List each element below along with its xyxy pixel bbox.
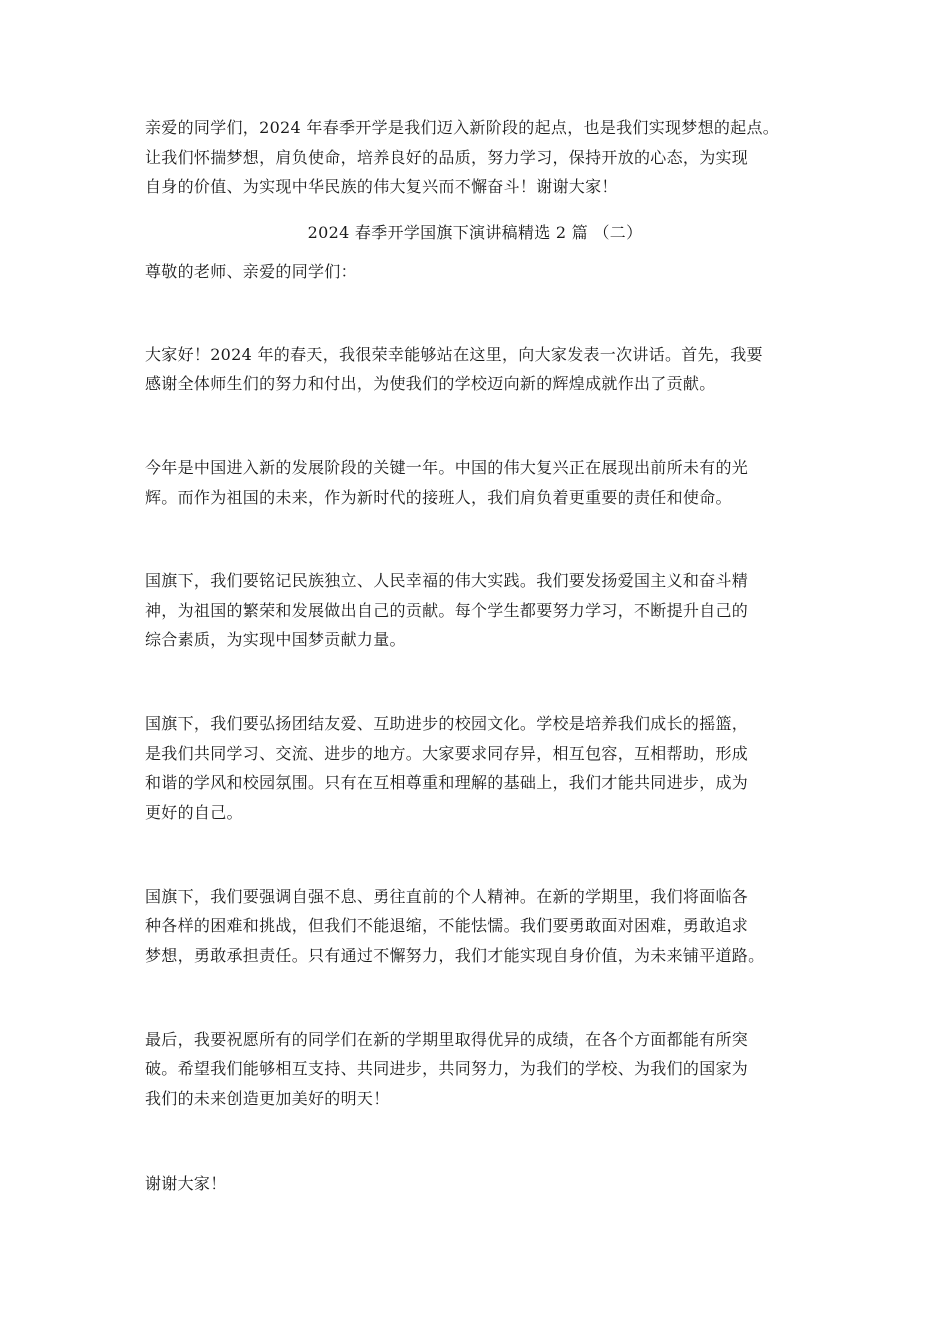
text-line: 国旗下，我们要铭记民族独立、人民幸福的伟大实践。我们要发扬爱国主义和奋斗精 [145, 571, 749, 590]
text-line: 亲爱的同学们，2024 年春季开学是我们迈入新阶段的起点，也是我们实现梦想的起点。 [145, 118, 780, 137]
text-line: 种各样的困难和挑战，但我们不能退缩，不能怯懦。我们要勇敢面对困难，勇敢追求 [145, 916, 749, 935]
text-line: 辉。而作为祖国的未来，作为新时代的接班人，我们肩负着更重要的责任和使命。 [145, 488, 732, 507]
text-line: 让我们怀揣梦想，肩负使命，培养良好的品质，努力学习，保持开放的心态，为实现 [145, 148, 749, 167]
text-line: 破。希望我们能够相互支持、共同进步，共同努力，为我们的学校、为我们的国家为 [145, 1059, 749, 1078]
text-line: 国旗下，我们要弘扬团结友爱、互助进步的校园文化。学校是培养我们成长的摇篮， [145, 714, 749, 733]
greeting: 尊敬的老师、亲爱的同学们： [145, 262, 357, 281]
section-title: 2024 春季开学国旗下演讲稿精选 2 篇 （二） [307, 223, 643, 242]
text-line: 和谐的学风和校园氛围。只有在互相尊重和理解的基础上，我们才能共同进步，成为 [145, 773, 749, 792]
text-line: 今年是中国进入新的发展阶段的关键一年。中国的伟大复兴正在展现出前所未有的光 [145, 458, 749, 477]
text-line: 感谢全体师生们的努力和付出，为使我们的学校迈向新的辉煌成就作出了贡献。 [145, 374, 716, 393]
text-line: 大家好！2024 年的春天，我很荣幸能够站在这里，向大家发表一次讲话。首先，我要 [145, 345, 763, 364]
text-line: 综合素质，为实现中国梦贡献力量。 [145, 630, 406, 649]
text-line: 更好的自己。 [145, 803, 243, 822]
text-line: 神，为祖国的繁荣和发展做出自己的贡献。每个学生都要努力学习，不断提升自己的 [145, 601, 749, 620]
text-line: 自身的价值、为实现中华民族的伟大复兴而不懈奋斗！谢谢大家！ [145, 177, 618, 196]
text-line: 我们的未来创造更加美好的明天！ [145, 1089, 390, 1108]
text-line: 是我们共同学习、交流、进步的地方。大家要求同存异，相互包容，互相帮助，形成 [145, 744, 749, 763]
text-line: 国旗下，我们要强调自强不息、勇往直前的个人精神。在新的学期里，我们将面临各 [145, 887, 749, 906]
text-line: 梦想，勇敢承担责任。只有通过不懈努力，我们才能实现自身价值，为未来铺平道路。 [145, 946, 765, 965]
text-line: 最后，我要祝愿所有的同学们在新的学期里取得优异的成绩，在各个方面都能有所突 [145, 1030, 749, 1049]
text-line: 谢谢大家！ [145, 1174, 227, 1193]
